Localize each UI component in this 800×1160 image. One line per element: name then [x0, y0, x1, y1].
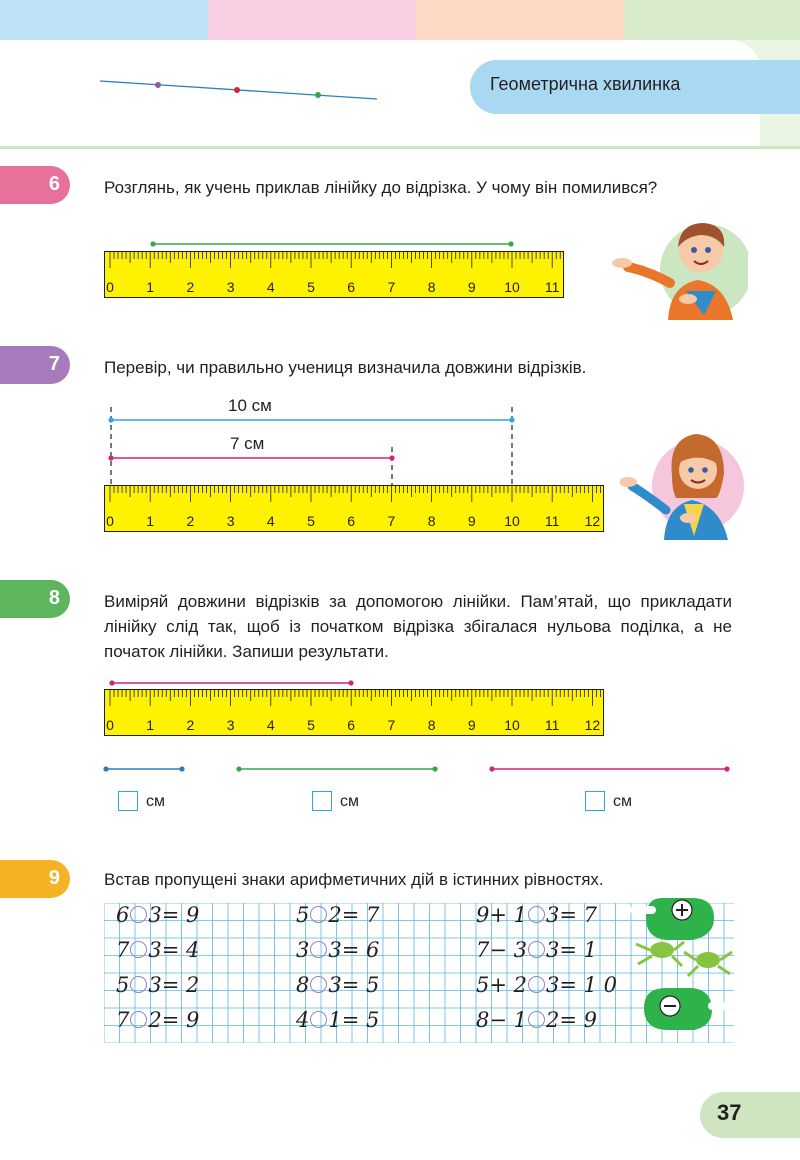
equation — [476, 903, 597, 927]
missing-sign-circle[interactable] — [310, 1011, 327, 1028]
segment-label-7cm: 7 см — [230, 434, 265, 453]
missing-sign-circle[interactable] — [130, 941, 147, 958]
task-9-number-text: 9 — [48, 867, 60, 889]
ruler-tick-label: 6 — [347, 717, 356, 733]
missing-sign-circle[interactable] — [130, 976, 147, 993]
ruler-tick-label: 4 — [266, 279, 275, 295]
page-number-tab — [700, 1092, 800, 1138]
ruler-tick-label: 2 — [186, 279, 195, 295]
equation-left-part: 6 — [116, 903, 130, 927]
ruler-tick-label: 5 — [307, 279, 315, 295]
ruler-tick-label: 9 — [467, 279, 476, 295]
task-8-number-text: 8 — [48, 587, 60, 609]
equation-right-part: 3= 6 — [328, 938, 380, 962]
equation-right-part: 2= 9 — [148, 1008, 200, 1032]
missing-sign-circle[interactable] — [310, 906, 327, 923]
equation-right-part: 3= 2 — [148, 973, 200, 997]
ruler-tick-label: 2 — [186, 513, 195, 529]
segment-label-10cm: 10 см — [228, 396, 272, 415]
equation-left-part: 5 — [116, 973, 130, 997]
top-strip-green — [624, 0, 800, 44]
ruler-tick-label: 6 — [347, 279, 356, 295]
equation-left-part: 4 — [296, 1008, 310, 1032]
missing-sign-circle[interactable] — [310, 941, 327, 958]
answer-box-green-segment[interactable] — [312, 791, 332, 811]
top-strip-blue — [0, 0, 208, 44]
top-strip-pink — [208, 0, 416, 44]
task-7-number-text: 7 — [48, 353, 60, 375]
task-number-8 — [0, 580, 70, 618]
top-strip-peach — [416, 0, 624, 44]
equation — [116, 973, 199, 997]
answer-box-pink-segment[interactable] — [585, 791, 605, 811]
equation — [476, 973, 617, 997]
unit-label-3: см — [613, 793, 632, 810]
ruler-tick-label: 8 — [427, 279, 436, 295]
equation-right-part: 2= 7 — [328, 903, 380, 927]
task-8-ruler — [104, 689, 604, 736]
ruler-tick-label: 11 — [544, 279, 560, 295]
equation-left-part: 8 — [296, 973, 310, 997]
frogs-with-signs-illustration — [622, 886, 742, 1036]
section-title: Геометрична хвилинка — [490, 74, 681, 94]
equation-right-part: 3= 9 — [148, 903, 200, 927]
ruler-tick-label: 4 — [266, 717, 275, 733]
equation-right-part: 3= 1 0 — [546, 973, 618, 997]
task-9-text: Встав пропущені знаки арифметичних дій в істинних рівностях. — [104, 870, 604, 889]
task-8-segments-to-measure — [100, 762, 740, 776]
missing-sign-circle[interactable] — [310, 976, 327, 993]
task-number-9 — [0, 860, 70, 898]
ruler-tick-label: 0 — [106, 513, 114, 529]
ruler-tick-label: 3 — [226, 513, 235, 529]
ruler-tick-label: 10 — [504, 279, 520, 295]
equation-left-part: 5 — [296, 903, 310, 927]
equation-left-part: 7 — [116, 1008, 130, 1032]
section-title-pill — [470, 60, 800, 114]
ruler-tick-label: 0 — [106, 717, 114, 733]
equation — [476, 1008, 597, 1032]
boy-illustration — [608, 205, 748, 320]
equation-right-part: 3= 4 — [148, 938, 200, 962]
equation-right-part: 3= 1 — [546, 938, 597, 962]
answer-box-blue-segment[interactable] — [118, 791, 138, 811]
ruler-tick-label: 5 — [307, 717, 315, 733]
task-number-7 — [0, 346, 70, 384]
ruler-tick-label: 11 — [544, 513, 560, 529]
ruler-tick-label: 7 — [387, 717, 396, 733]
ruler-tick-label: 11 — [544, 717, 560, 733]
ruler-tick-label: 0 — [106, 279, 114, 295]
task-7-ruler — [104, 485, 604, 532]
equation-left-part: 8− 1 — [476, 1008, 527, 1032]
ruler-tick-label: 7 — [387, 279, 396, 295]
equation-right-part: 3= 5 — [328, 973, 380, 997]
task-6-number-text: 6 — [48, 173, 60, 195]
ruler-tick-label: 3 — [226, 279, 235, 295]
girl-illustration — [620, 418, 745, 540]
task-8-text: Виміряй довжини відрізків за допомогою лінійки. Пам’ятай, що прикладати лінійку слід так, щоб із початком відрізка збігалася нульова поділка, а не початок лінійки. Запиши результати. — [104, 592, 732, 661]
ruler-tick-label: 1 — [146, 513, 155, 529]
ruler-tick-label: 7 — [387, 513, 396, 529]
ruler-tick-label: 10 — [504, 513, 520, 529]
missing-sign-circle[interactable] — [528, 976, 545, 993]
task-6-ruler — [104, 251, 564, 298]
missing-sign-circle[interactable] — [130, 1011, 147, 1028]
equation-left-part: 7 — [116, 938, 130, 962]
equation — [116, 938, 199, 962]
header-line-decoration — [95, 75, 385, 105]
equation-right-part: 1= 5 — [328, 1008, 380, 1032]
equation-left-part: 3 — [296, 938, 310, 962]
equation-right-part: 3= 7 — [546, 903, 597, 927]
equation — [116, 903, 199, 927]
equation — [296, 903, 379, 927]
missing-sign-circle[interactable] — [528, 941, 545, 958]
task-7-text: Перевір, чи правильно учениця визначила довжини відрізків. — [104, 358, 587, 377]
equation-left-part: 7− 3 — [476, 938, 527, 962]
equation — [296, 1008, 379, 1032]
ruler-tick-label: 8 — [427, 513, 436, 529]
ruler-tick-label: 6 — [347, 513, 356, 529]
ruler-tick-label: 2 — [186, 717, 195, 733]
task-8-top-segment — [104, 676, 364, 690]
ruler-tick-label: 4 — [266, 513, 275, 529]
task-6-text: Розглянь, як учень приклав лінійку до відрізка. У чому він помилився? — [104, 178, 658, 197]
missing-sign-circle[interactable] — [130, 906, 147, 923]
equation-right-part: 2= 9 — [546, 1008, 597, 1032]
equation — [476, 938, 597, 962]
ruler-tick-label: 12 — [584, 513, 601, 529]
ruler-tick-label: 9 — [467, 513, 476, 529]
ruler-tick-label: 1 — [146, 279, 155, 295]
ruler-tick-label: 9 — [467, 717, 476, 733]
page-number: 37 — [717, 1100, 742, 1125]
ruler-tick-label: 1 — [146, 717, 155, 733]
ruler-tick-label: 10 — [504, 717, 520, 733]
missing-sign-circle[interactable] — [528, 1011, 545, 1028]
ruler-tick-label: 12 — [584, 717, 601, 733]
equation — [116, 1008, 199, 1032]
unit-label-2: см — [340, 793, 359, 810]
equation — [296, 973, 379, 997]
task-number-6 — [0, 166, 70, 204]
ruler-tick-label: 5 — [307, 513, 315, 529]
equation — [296, 938, 379, 962]
ruler-tick-label: 8 — [427, 717, 436, 733]
header-divider — [0, 146, 800, 149]
unit-label-1: см — [146, 793, 165, 810]
ruler-tick-label: 3 — [226, 717, 235, 733]
equation-left-part: 5+ 2 — [476, 973, 527, 997]
task-6-segment — [146, 237, 518, 251]
missing-sign-circle[interactable] — [528, 906, 545, 923]
equation-left-part: 9+ 1 — [476, 903, 527, 927]
task-7-segments — [104, 395, 524, 487]
